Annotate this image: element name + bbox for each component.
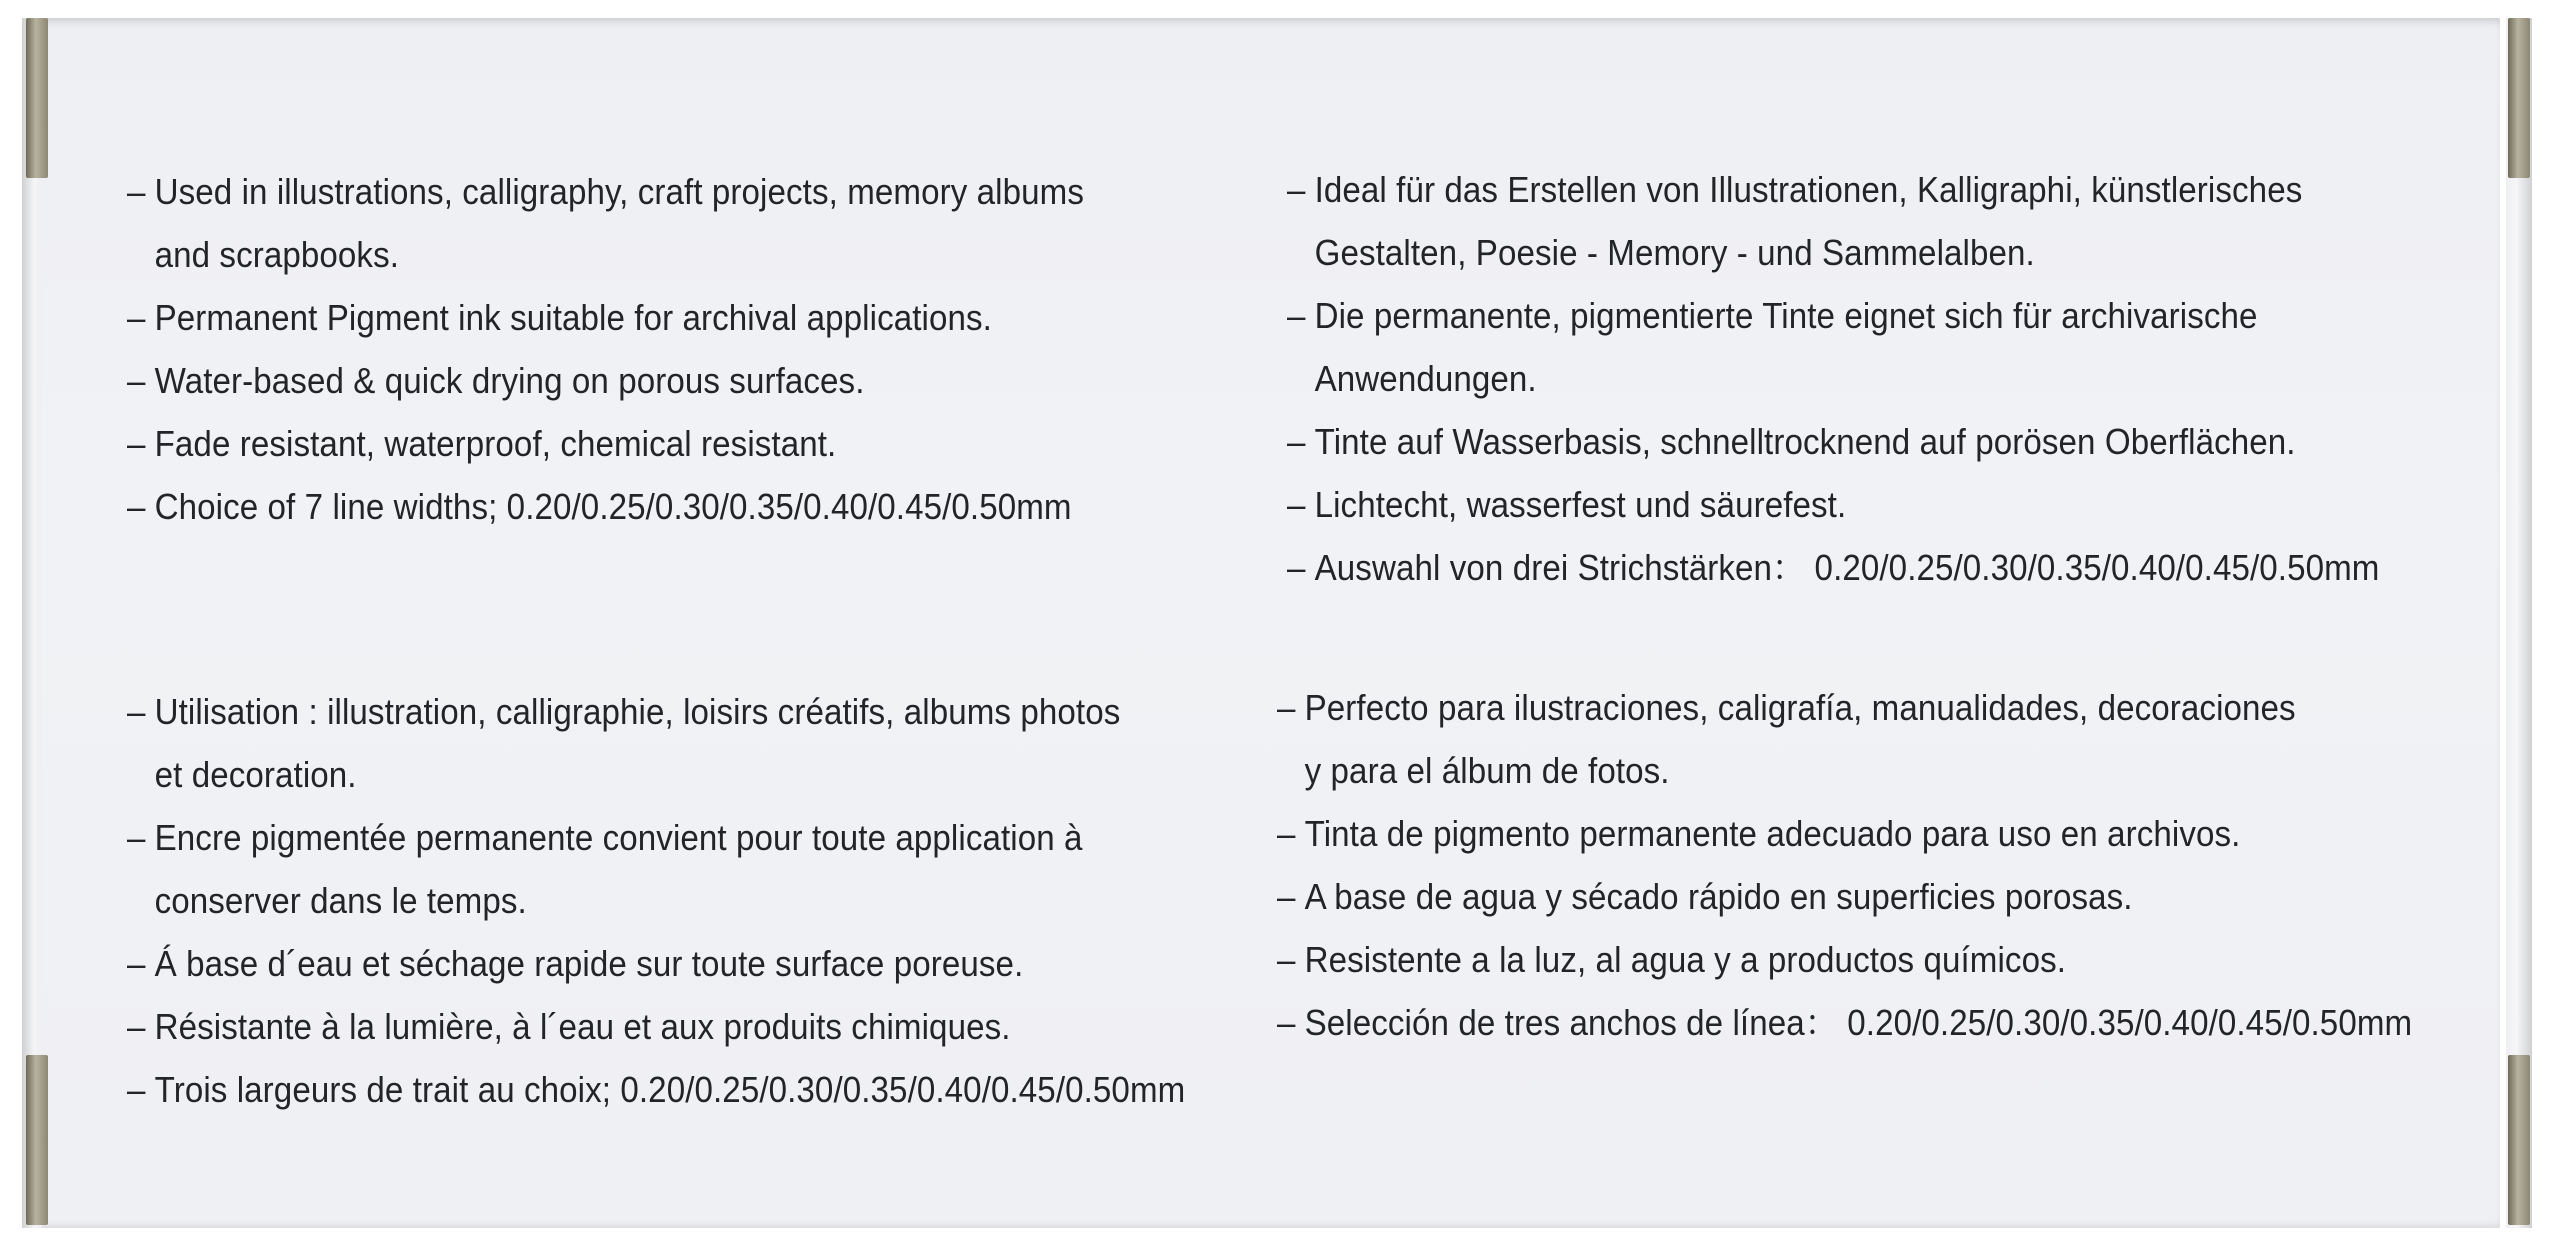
feature-text-continued: conserver dans le temps. — [154, 880, 527, 921]
list-item — [127, 806, 1185, 932]
feature-text-continued: Gestalten, Poesie - Memory - und Sammelalben. — [1314, 232, 2035, 273]
list-item — [127, 160, 1084, 286]
feature-text: A base de agua y sécado rápido en superficies porosas. — [1304, 876, 2133, 917]
feature-text: Permanent Pigment ink suitable for archival applications. — [154, 297, 992, 338]
box-corner-tab-bottom-left — [26, 1055, 48, 1225]
list-item — [1277, 865, 2412, 928]
list-item — [127, 412, 1084, 475]
box-corner-tab-top-right — [2508, 18, 2530, 178]
feature-text: Résistante à la lumière, à l´eau et aux produits chimiques. — [154, 1006, 1011, 1047]
feature-text: Auswahl von drei Strichstärken： 0.20/0.25/0.30/0.35/0.40/0.45/0.50mm — [1314, 547, 2380, 588]
feature-text: Tinta de pigmento permanente adecuado para uso en archivos. — [1304, 813, 2241, 854]
feature-text: Choice of 7 line widths; 0.20/0.25/0.30/0.35/0.40/0.45/0.50mm — [154, 486, 1072, 527]
feature-text: Fade resistant, waterproof, chemical resistant. — [154, 423, 837, 464]
feature-text: Tinte auf Wasserbasis, schnelltrocknend auf porösen Oberflächen. — [1314, 421, 2296, 462]
list-item — [127, 286, 1084, 349]
feature-text-continued: Anwendungen. — [1314, 358, 1537, 399]
list-item — [1287, 536, 2379, 599]
box-left-edge — [22, 18, 42, 1228]
feature-text: Á base d´eau et séchage rapide sur toute surface poreuse. — [154, 943, 1024, 984]
feature-text: Utilisation : illustration, calligraphie, loisirs créatifs, albums photos — [154, 691, 1121, 732]
list-item — [127, 932, 1185, 995]
list-item — [1287, 410, 2379, 473]
list-item — [1277, 802, 2412, 865]
list-item — [127, 349, 1084, 412]
feature-text-continued: et decoration. — [154, 754, 357, 795]
german-feature-list — [1287, 158, 2379, 599]
box-right-edge — [2506, 18, 2532, 1228]
box-corner-tab-bottom-right — [2508, 1055, 2530, 1225]
list-item — [1277, 928, 2412, 991]
feature-text: Ideal für das Erstellen von Illustrationen, Kalligraphi, künstlerisches — [1314, 169, 2303, 210]
list-item — [1287, 158, 2379, 284]
box-corner-tab-top-left — [26, 18, 48, 178]
feature-text-continued: and scrapbooks. — [154, 234, 400, 275]
english-feature-list — [127, 160, 1084, 538]
french-feature-list — [127, 680, 1185, 1121]
feature-text: Lichtecht, wasserfest und säurefest. — [1314, 484, 1847, 525]
list-item — [1277, 991, 2412, 1054]
list-item — [127, 995, 1185, 1058]
feature-text: Encre pigmentée permanente convient pour toute application à — [154, 817, 1083, 858]
feature-text-continued: y para el álbum de fotos. — [1304, 750, 1670, 791]
feature-text: Perfecto para ilustraciones, caligrafía, manualidades, decoraciones — [1304, 687, 2296, 728]
spanish-feature-list — [1277, 676, 2412, 1054]
feature-text: Trois largeurs de trait au choix; 0.20/0.25/0.30/0.35/0.40/0.45/0.50mm — [154, 1069, 1186, 1110]
list-item — [127, 475, 1084, 538]
list-item — [127, 1058, 1185, 1121]
feature-text: Water-based & quick drying on porous surfaces. — [154, 360, 865, 401]
feature-text: Selección de tres anchos de línea： 0.20/0.25/0.30/0.35/0.40/0.45/0.50mm — [1304, 1002, 2413, 1043]
feature-text: Used in illustrations, calligraphy, craft projects, memory albums — [154, 171, 1084, 212]
list-item — [127, 680, 1185, 806]
feature-text: Die permanente, pigmentierte Tinte eignet sich für archivarische — [1314, 295, 2258, 336]
list-item — [1287, 284, 2379, 410]
list-item — [1277, 676, 2412, 802]
feature-text: Resistente a la luz, al agua y a productos químicos. — [1304, 939, 2067, 980]
list-item — [1287, 473, 2379, 536]
